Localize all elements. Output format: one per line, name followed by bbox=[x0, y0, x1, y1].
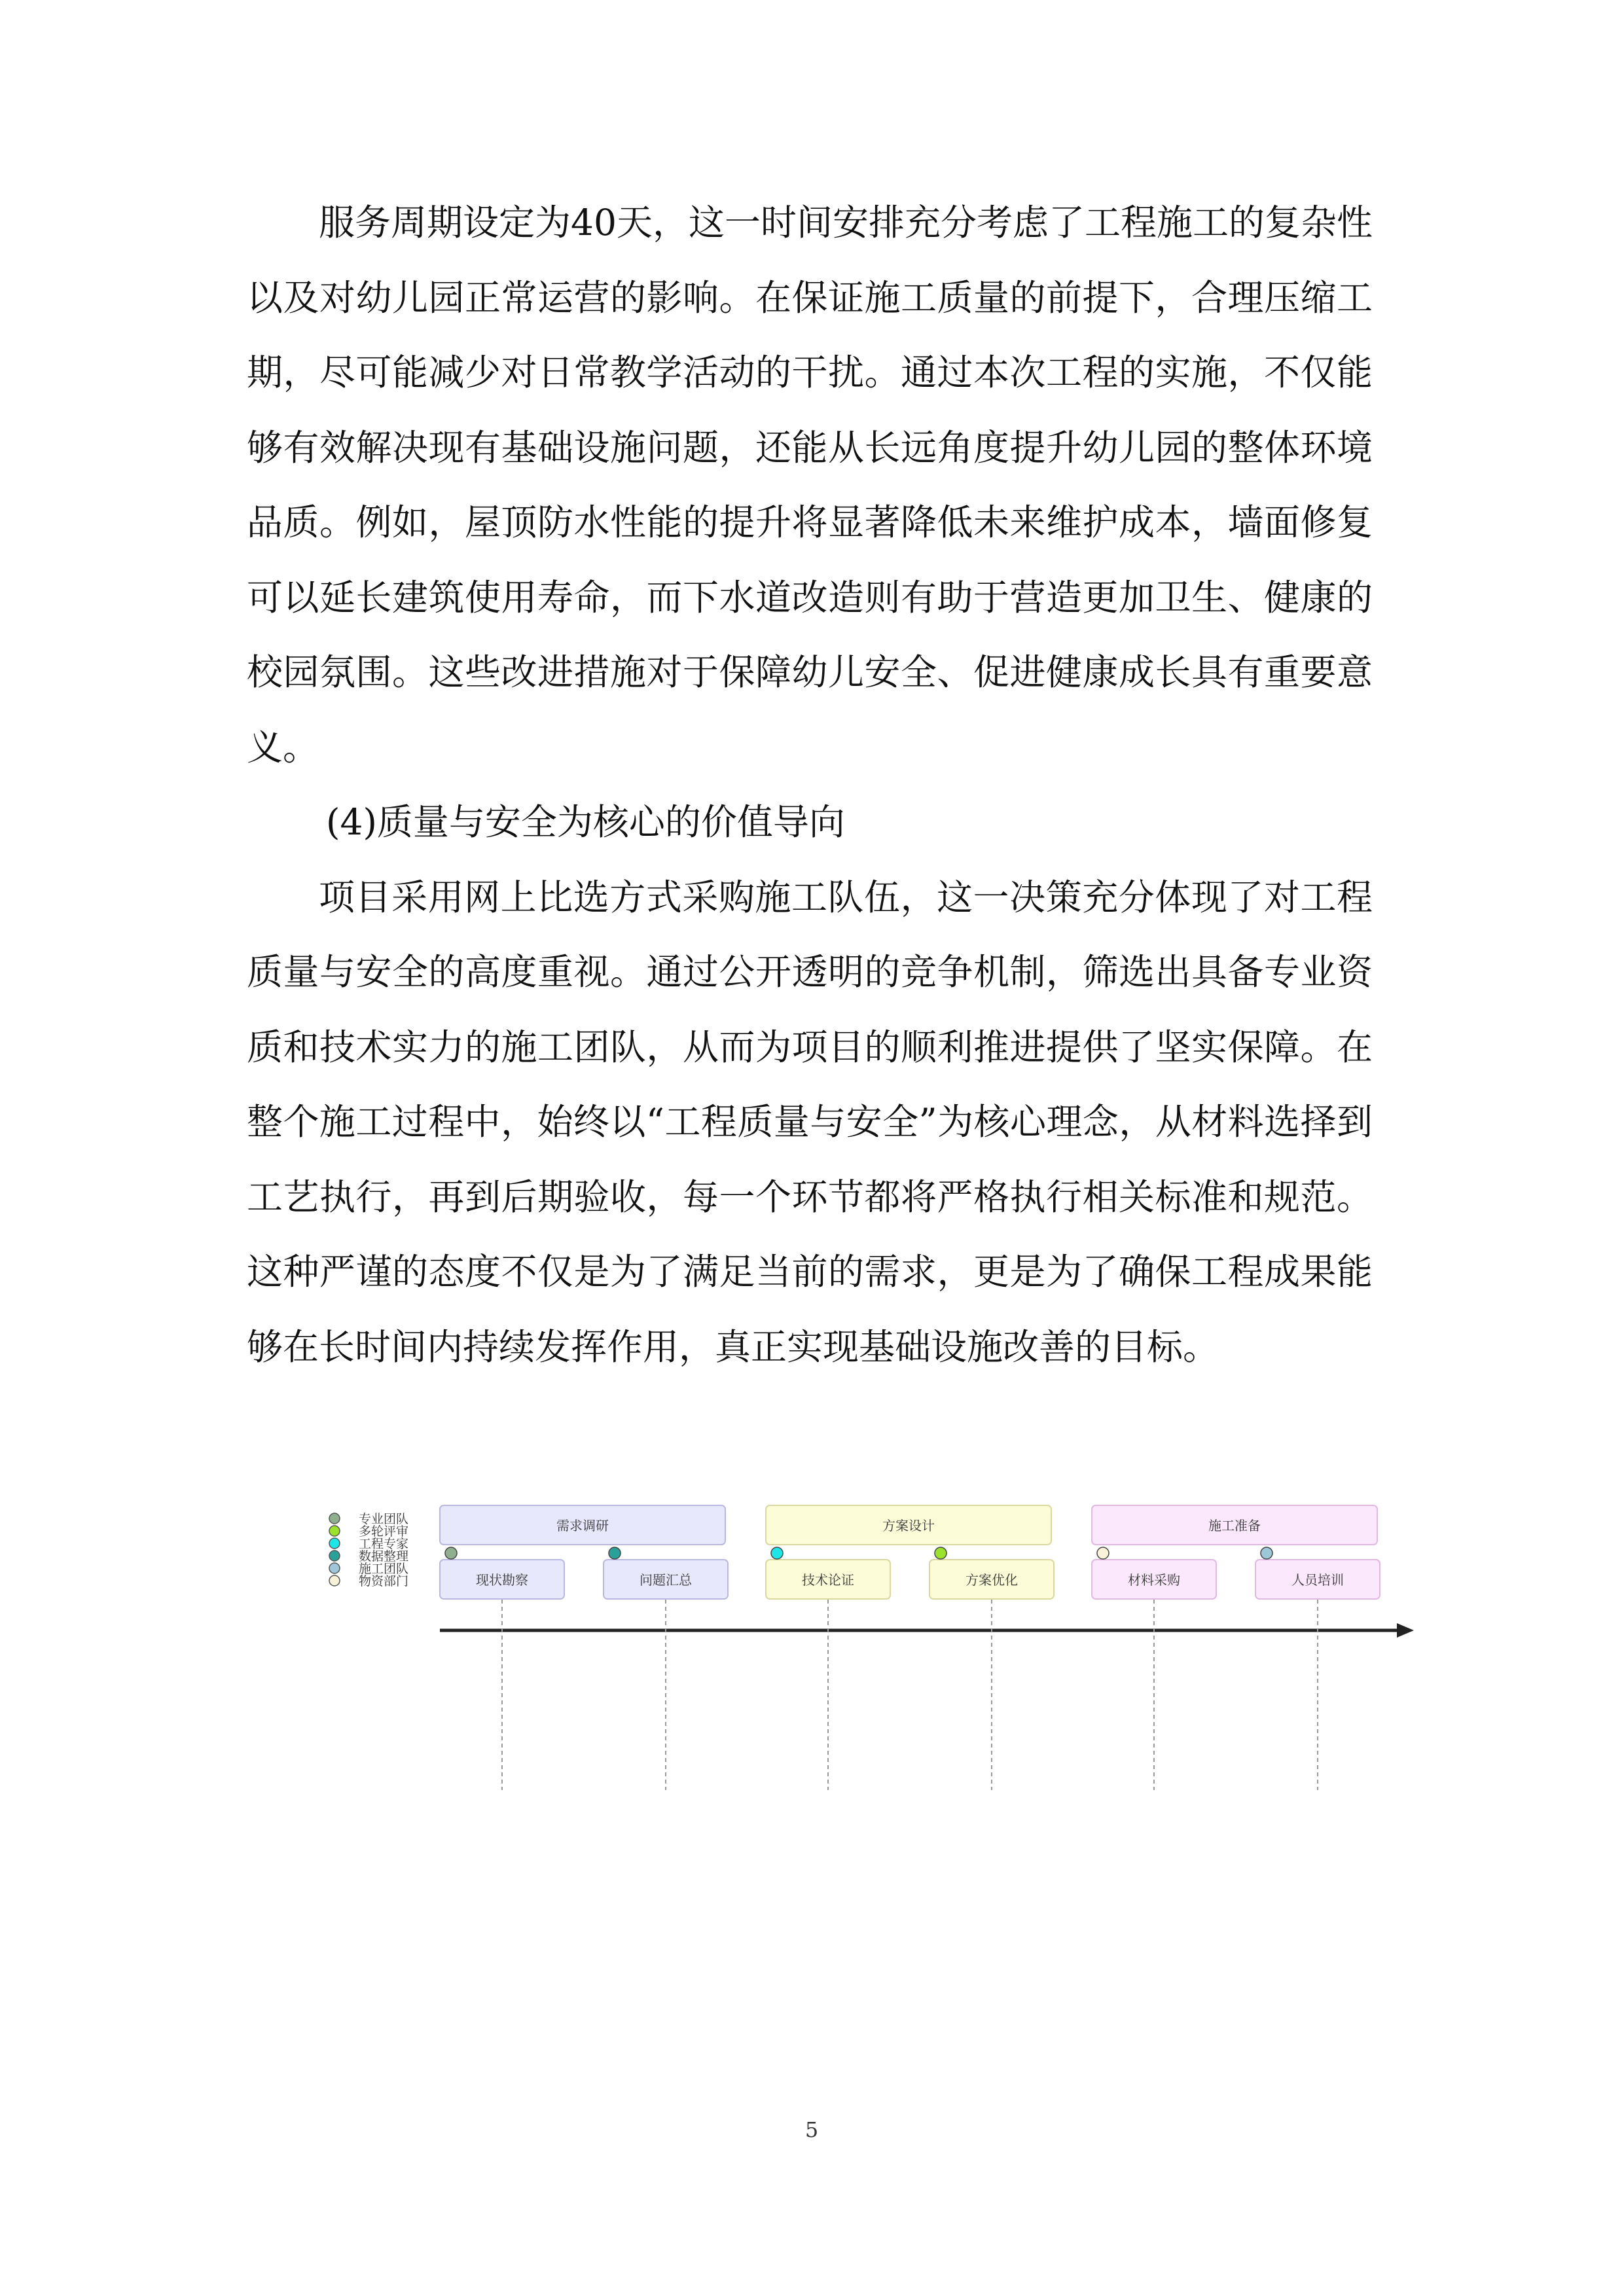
task-marker bbox=[445, 1547, 457, 1559]
timeline-axis bbox=[440, 1623, 1414, 1638]
task-label: 人员培训 bbox=[1291, 1572, 1344, 1588]
task-marker bbox=[771, 1547, 783, 1559]
task-marker bbox=[609, 1547, 621, 1559]
task-label: 材料采购 bbox=[1128, 1572, 1180, 1588]
legend-label: 多轮评审 bbox=[359, 1524, 409, 1539]
timeline-phases bbox=[440, 1505, 1377, 1545]
legend-marker bbox=[329, 1513, 340, 1524]
phase-label: 需求调研 bbox=[556, 1518, 609, 1534]
timeline-arrowhead bbox=[1397, 1623, 1414, 1638]
legend-marker bbox=[329, 1526, 340, 1536]
task-marker bbox=[1097, 1547, 1109, 1559]
legend-label: 专业团队 bbox=[359, 1512, 409, 1526]
legend-label: 数据整理 bbox=[359, 1549, 409, 1564]
legend-label: 施工团队 bbox=[359, 1562, 409, 1576]
paragraph-service-period: 服务周期设定为40天，这一时间安排充分考虑了工程施工的复杂性以及对幼儿园正常运营的影响。在保证施工质量的前提下，合理压缩工期，尽可能减少对日常教学活动的干扰。通过本次工程的实施，不仅能够有效解决现有基础设施问题，还能从长远角度提升幼儿园的整体环境品质。例如，屋顶防水性能的提升将显著降低未来维护成本，墙面修复可以延长建筑使用寿命，而下水道改造则有助于营造更加卫生、健康的校园氛围。这些改进措施对于保障幼儿安全、促进健康成长具有重要意义。 bbox=[247, 202, 1373, 768]
legend-label: 工程专家 bbox=[359, 1537, 409, 1551]
body-text-top bbox=[247, 185, 1373, 1384]
task-marker bbox=[935, 1547, 947, 1559]
page-number: 5 bbox=[804, 2117, 819, 2142]
phase-label: 施工准备 bbox=[1208, 1518, 1261, 1534]
timeline-tasks bbox=[440, 1547, 1380, 1790]
task-label: 方案优化 bbox=[965, 1572, 1018, 1588]
task-label: 现状勘察 bbox=[476, 1572, 528, 1588]
legend-marker bbox=[329, 1563, 340, 1573]
legend-marker bbox=[329, 1538, 340, 1549]
paragraph-procurement: 项目采用网上比选方式采购施工队伍，这一决策充分体现了对工程质量与安全的高度重视。通过公开透明的竞争机制，筛选出具备专业资质和技术实力的施工团队，从而为项目的顺利推进提供了坚实保障。在整个施工过程中，始终以“工程质量与安全”为核心理念，从材料选择到工艺执行，再到后期验收，每一个环节都将严格执行相关标准和规范。这种严谨的态度不仅是为了满足当前的需求，更是为了确保工程成果能够在长时间内持续发挥作用，真正实现基础设施改善的目标。 bbox=[247, 876, 1373, 1368]
legend-marker bbox=[329, 1551, 340, 1561]
task-marker bbox=[1261, 1547, 1272, 1559]
section-subheading: (4)质量与安全为核心的价值导向 bbox=[326, 801, 845, 843]
task-label: 问题汇总 bbox=[640, 1572, 692, 1588]
task-label: 技术论证 bbox=[802, 1572, 854, 1588]
phase-label: 方案设计 bbox=[882, 1518, 935, 1534]
legend-label: 物资部门 bbox=[359, 1574, 409, 1588]
timeline-legend bbox=[329, 1512, 408, 1588]
legend-marker bbox=[329, 1575, 340, 1586]
